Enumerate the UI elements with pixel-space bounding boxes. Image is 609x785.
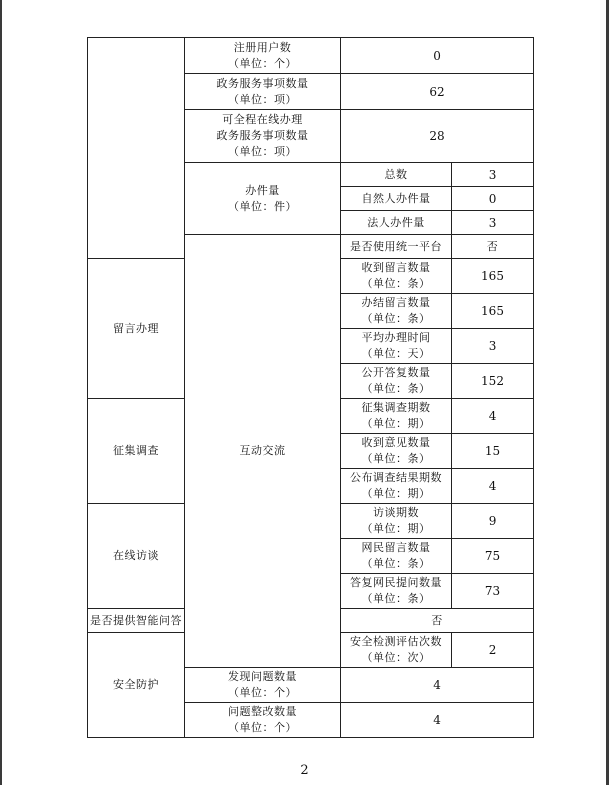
section-label-interaction: 互动交流 — [185, 235, 341, 668]
cases-natural-label: 自然人办件量 — [341, 187, 452, 211]
table-row — [88, 38, 534, 74]
row-label-service-items: 政务服务事项数量 （单位：项） — [185, 74, 341, 110]
interview-periods-value: 9 — [452, 504, 534, 539]
row-value-online-items: 28 — [341, 110, 534, 163]
row-label-unified-platform: 是否使用统一平台 — [341, 235, 452, 259]
security-issues-fixed-value: 4 — [341, 703, 534, 738]
interview-periods-label: 访谈期数 （单位：期） — [341, 504, 452, 539]
security-issues-found-label: 发现问题数量 （单位：个） — [185, 668, 341, 703]
section-label-security: 安全防护 — [88, 633, 185, 738]
cases-legal-label: 法人办件量 — [341, 211, 452, 235]
cases-natural-value: 0 — [452, 187, 534, 211]
messages-public-replies-value: 152 — [452, 364, 534, 399]
messages-closed-value: 165 — [452, 294, 534, 329]
messages-received-value: 165 — [452, 259, 534, 294]
row-label-smart-qa: 是否提供智能问答 — [88, 609, 185, 633]
group-label-survey: 征集调查 — [88, 399, 185, 504]
messages-avg-time-value: 3 — [452, 329, 534, 364]
security-issues-found-value: 4 — [341, 668, 534, 703]
interview-messages-label: 网民留言数量 （单位：条） — [341, 539, 452, 574]
messages-public-replies-label: 公开答复数量 （单位：条） — [341, 364, 452, 399]
messages-avg-time-label: 平均办理时间 （单位：天） — [341, 329, 452, 364]
survey-opinions-label: 收到意见数量 （单位：条） — [341, 434, 452, 469]
messages-received-label: 收到留言数量 （单位：条） — [341, 259, 452, 294]
report-table — [87, 37, 534, 738]
row-value-unified-platform: 否 — [452, 235, 534, 259]
page-edge-left — [0, 0, 2, 785]
interview-messages-value: 75 — [452, 539, 534, 574]
cases-total-value: 3 — [452, 163, 534, 187]
survey-periods-value: 4 — [452, 399, 534, 434]
messages-closed-label: 办结留言数量 （单位：条） — [341, 294, 452, 329]
group-label-interview: 在线访谈 — [88, 504, 185, 609]
security-checks-value: 2 — [452, 633, 534, 668]
interview-replies-value: 73 — [452, 574, 534, 609]
security-issues-fixed-label: 问题整改数量 （单位：个） — [185, 703, 341, 738]
group-label-messages: 留言办理 — [88, 259, 185, 399]
row-value-smart-qa: 否 — [341, 609, 534, 633]
page-number: 2 — [300, 763, 309, 778]
survey-opinions-value: 15 — [452, 434, 534, 469]
row-label-online-items: 可全程在线办理 政务服务事项数量 （单位：项） — [185, 110, 341, 163]
survey-results-label: 公布调查结果期数 （单位：期） — [341, 469, 452, 504]
row-label-registered-users: 注册用户数 （单位：个） — [185, 38, 341, 74]
interview-replies-label: 答复网民提问数量 （单位：条） — [341, 574, 452, 609]
cases-legal-value: 3 — [452, 211, 534, 235]
security-checks-label: 安全检测评估次数 （单位：次） — [341, 633, 452, 668]
row-value-service-items: 62 — [341, 74, 534, 110]
section-cell-blank — [88, 38, 185, 259]
row-value-registered-users: 0 — [341, 38, 534, 74]
survey-periods-label: 征集调查期数 （单位：期） — [341, 399, 452, 434]
survey-results-value: 4 — [452, 469, 534, 504]
cases-total-label: 总数 — [341, 163, 452, 187]
row-label-cases: 办件量 （单位：件） — [185, 163, 341, 235]
